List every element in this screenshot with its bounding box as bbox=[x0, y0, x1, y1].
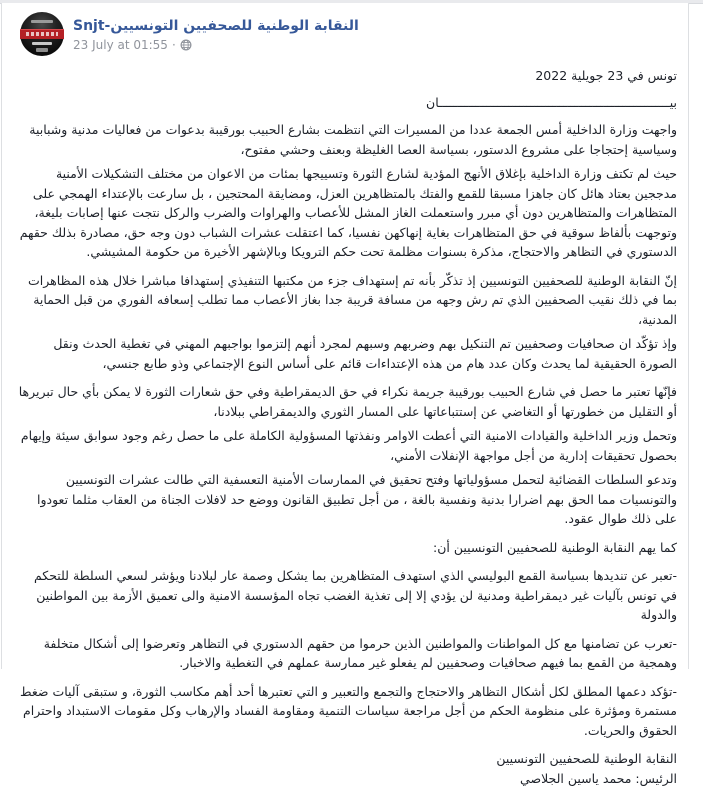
page-avatar[interactable] bbox=[20, 12, 64, 56]
post-paragraph: -تؤكد دعمها المطلق لكل أشكال التظاهر والاحتجاج والتجمع والتعبير و التي تعتبرها أحد أهم مكاسب الثورة، و ستبقى آليات ضغط مستمرة ومؤثرة على منظومة الحكم من أجل مراجعة سياسات التنمية ومقاومة الفساد والإرهاب وكل مقومات الاستبداد واحترام الحقوق والحريات. bbox=[19, 683, 677, 738]
post-paragraph: واجهت وزارة الداخلية أمس الجمعة عددا من المسيرات التي انتظمت بشارع الحبيب بورقيبة بدعوات من فعاليات مدنية وشبابية وسياسية إحتجاجا على مشروع الدستور، بسياسة العصا الغليظة وبعنف وحشي مفتوح، bbox=[29, 122, 677, 157]
post-signature bbox=[16, 749, 677, 789]
page-name-link[interactable]: النقابة الوطنية للصحفيين التونسيين-Snjt bbox=[73, 18, 359, 34]
avatar-logo-detail bbox=[32, 42, 52, 45]
avatar-logo-detail bbox=[36, 48, 48, 52]
statement-title: بيـــــــــــــــــــــــــــــــــــــــــــــــــــــــــــــــان bbox=[426, 94, 677, 110]
post-paragraph: كما يهم النقابة الوطنية للصحفيين التونسيين أن: bbox=[433, 539, 677, 555]
post-card bbox=[1, 3, 689, 786]
post-paragraph: -تعرب عن تضامنها مع كل المواطنات والمواطنين الذين حرموا من حقهم الدستوري في التظاهر وتعرضوا إلى أشكال متخلفة وهمجية من القمع بما فيهم صحافيات وصحفيين لم يفعلو غير ممارسة عملهم في التغطية والاخبار. bbox=[43, 635, 677, 670]
post-paragraph: حيث لم تكتف وزارة الداخلية بإغلاق الأنهج المؤدية لشارع الثورة وتسييجها بمئات من الاعوان من مختلف التشكيلات الأمنية مدججين بعتاد هائل كان جاهزا مسبقا للقمع والفتك بالمتظاهرين العزل، ومضايقة المحتجين ، بل سارعت بالإعتداء الهمجي على المتظاهرات والمتظاهرين دون أي مبرر واستعملت الغاز المشل للأعصاب والهراوات والضرب والركل نتجت عنها إصابات بليغة، وتوجهت بألفاظ سوقية في حق المتظاهرات بغاية إنهاكهن نفسيا، كما اعتقلت عشرات الشباب دون وجه حق، مصادرة بذلك حقهم الدستوري في التظاهر والاحتجاج، مذكرة بسنوات مظلمة تحت حكم الترويكا وبالإشهر الأخيرة من حكومة المشيشي. bbox=[19, 166, 677, 259]
post-paragraph: فإنّها تعتبر ما حصل في شارع الحبيب بورقيبة جريمة نكراء في حق الديمقراطية وفي حق شعارات الثورة لا يمكن بأي حال تبريرها أو التقليل من خطورتها أو التغاضي عن إستتباعاتها على المسار الثوري والديمقراطي ببلادنا، bbox=[18, 384, 677, 419]
avatar-red-band bbox=[20, 29, 64, 39]
timestamp-separator: · bbox=[171, 38, 176, 52]
post-dateline: تونس في 23 جويلية 2022 bbox=[535, 68, 677, 83]
signature-organization: النقابة الوطنية للصحفيين التونسيين bbox=[496, 751, 677, 766]
signature-president: الرئيس: محمد ياسين الجلاصي bbox=[520, 771, 677, 786]
timestamp-row bbox=[73, 37, 359, 53]
post-paragraph: وتدعو السلطات القضائية لتحمل مسؤولياتها وفتح تحقيق في الممارسات الأمنية التعسفية التي طالت عشرات التونسيين والتونسيات مما الحق بهم اضرارا بدنية ونفسية بالغة ، من أجل تطبيق القانون ووضع حد لافلات الجناة من العقاب مثلما تعودوا على ذلك طوال عقود. bbox=[37, 472, 677, 526]
post-header bbox=[2, 3, 688, 60]
post-timestamp[interactable]: 23 July at 01:55 bbox=[73, 38, 168, 52]
post-text bbox=[2, 60, 688, 789]
post-paragraph: إنّ النقابة الوطنية للصحفيين التونسيين إذ تذكّر بأنه تم إستهداف جزء من مكتبها التنفيذي إستهدافا مباشرا خلال هذه المظاهرات بما في ذلك نقيب الصحفيين الذي تم رش وجهه من مسافة قريبة جدا بغاز الأعصاب مما تطلب إسعافه الفوري من قبل الحماية المدنية، bbox=[28, 272, 677, 327]
avatar-logo-detail bbox=[31, 20, 53, 23]
header-meta bbox=[73, 12, 359, 53]
post-paragraph: -تعبر عن تنديدها بسياسة القمع البوليسي الذي استهدف المتظاهرين بما يشكل وصمة عار لبلادنا ويؤشر لسعي السلطة للتحكم في تونس بآليات غير ديمقراطية ومدنية لن يؤدي إلا إلى تغذية الغضب تجاه المؤسسة الامنية والى تعميق الأزمة بين المواطنين والدولة bbox=[33, 568, 677, 622]
globe-public-icon bbox=[180, 39, 192, 51]
post-paragraph: وتحمل وزير الداخلية والقيادات الامنية التي أعطت الاوامر ونفذتها المسؤولية الكاملة على ما حصل رغم وجود سوابق سيئة وإيهام بحصول تحقيقات إدارية من أجل مواجهة الإنفلات الأمني، bbox=[20, 428, 677, 463]
post-paragraph: وإذ تؤكّد ان صحافيات وصحفيين تم التنكيل بهم وضربهم وسبهم لمجرد أنهم إلتزموا بواجبهم المهني في تغطية الحدث ونقل الصورة الحقيقية لما يحدث وكان عدد هام من هذه الإعتداءات قائم على أساس النوع الإجتماعي وذو طابع جنسي، bbox=[53, 336, 677, 371]
